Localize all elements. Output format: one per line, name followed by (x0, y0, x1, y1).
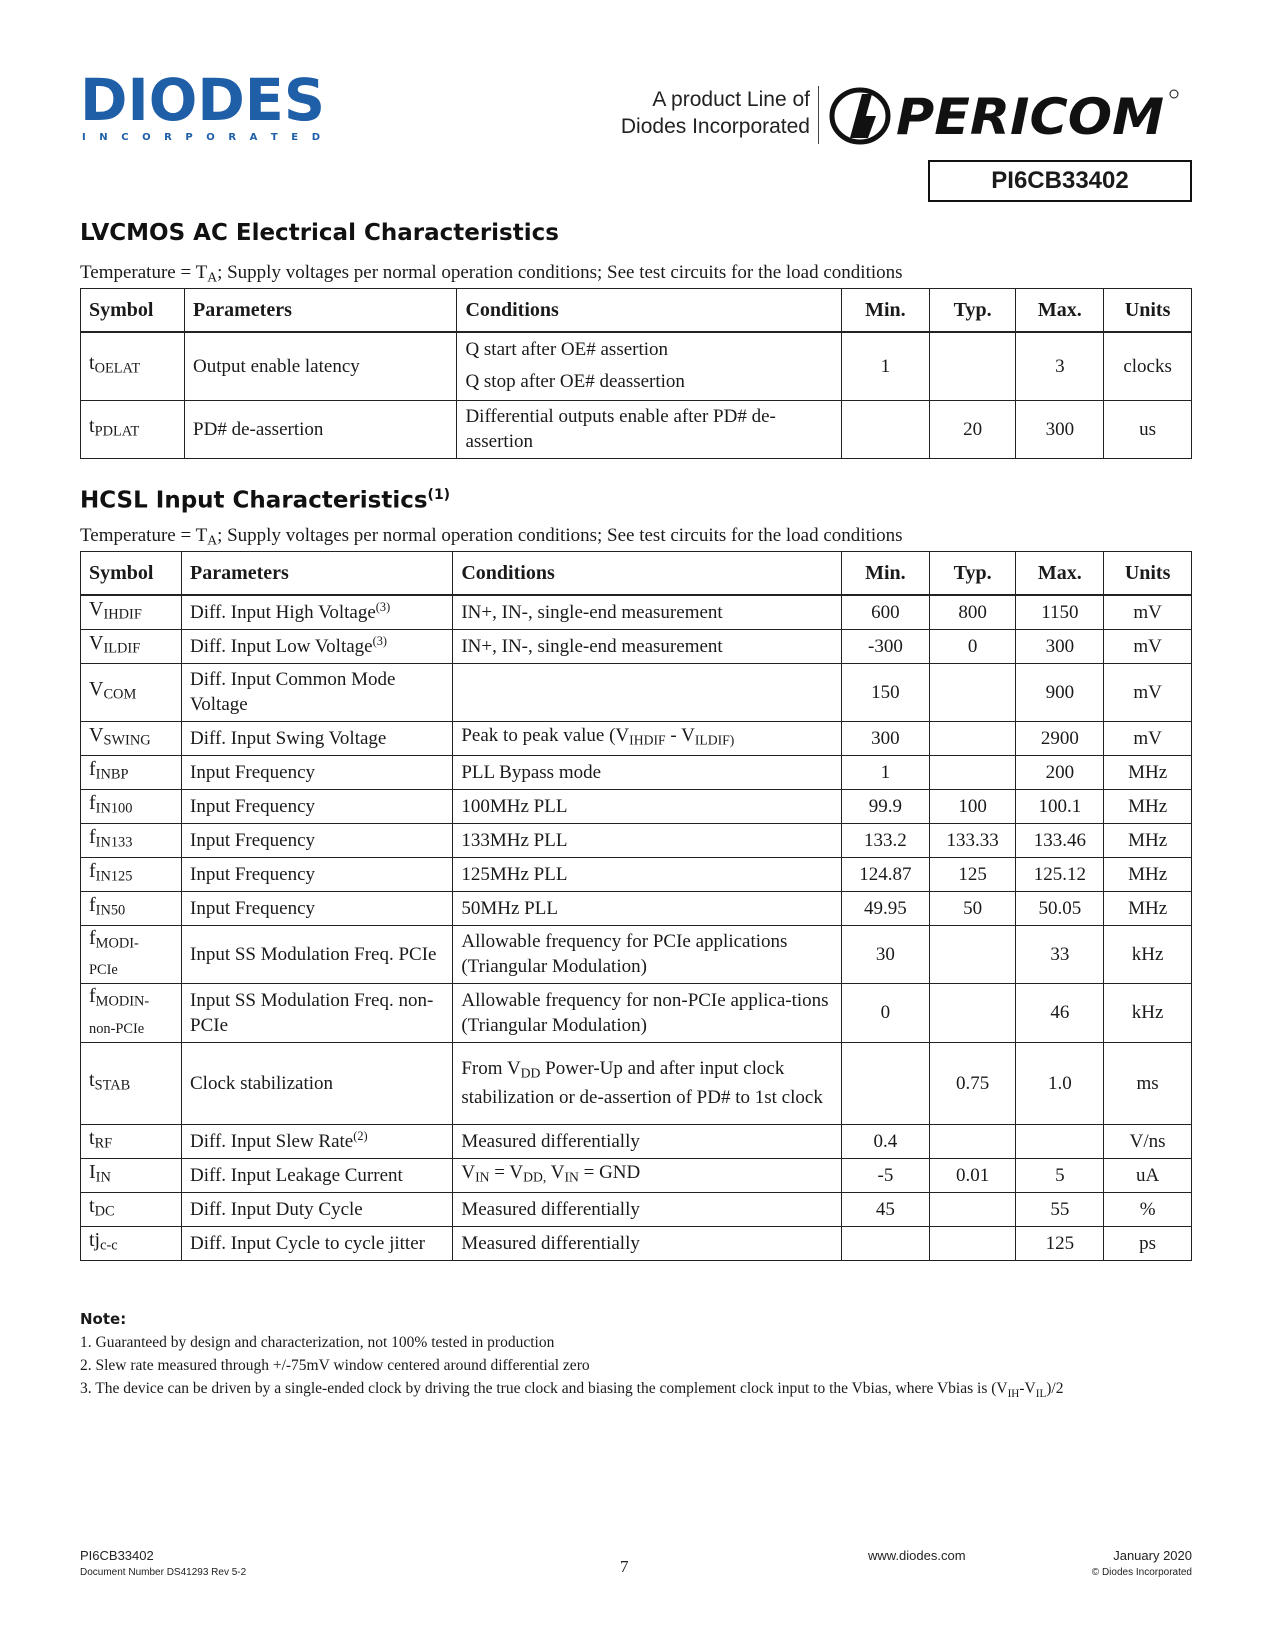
param-cell: Diff. Input Swing Voltage (182, 721, 453, 755)
note-3: 3. The device can be driven by a single-ended clock by driving the true clock and biasing the complement clock input to the Vbias, where Vbias is $(V_{IH}-V_{IL})/2$ (80, 1380, 1064, 1401)
min-cell (842, 1226, 930, 1260)
table-row (81, 925, 1192, 984)
pericom-logo-text: PERICOM (896, 88, 1164, 146)
param-cell: Diff. Input Common Mode Voltage (182, 663, 453, 721)
min-cell (842, 1042, 930, 1124)
lvcmos-temp-note: Temperature = $T_A$; Supply voltages per normal operation conditions; See test circuits for the load conditions (80, 262, 903, 285)
table-row (81, 629, 1192, 663)
table-row (81, 789, 1192, 823)
max-cell: 900 (1016, 663, 1104, 721)
typ-cell (929, 1192, 1016, 1226)
symbol-cell: $f_{IN50}$ (81, 891, 182, 925)
units-cell: kHz (1104, 984, 1192, 1043)
col-header: Typ. (929, 552, 1016, 596)
max-cell: 100.1 (1016, 789, 1104, 823)
symbol-cell: $f_{MODI-}$ PCIe (81, 925, 182, 984)
symbol-cell: $t_{DC}$ (81, 1192, 182, 1226)
cond-cell: 100MHz PLL (453, 789, 842, 823)
cond-cell: Measured differentially (453, 1192, 842, 1226)
param-cell: Diff. Input Low Voltage$^{(3)}$ (182, 629, 453, 663)
min-cell: 0.4 (842, 1124, 930, 1158)
units-cell: ms (1104, 1042, 1192, 1124)
units-cell: mV (1104, 721, 1192, 755)
symbol-cell: $f_{IN100}$ (81, 789, 182, 823)
cond-cell: 50MHz PLL (453, 891, 842, 925)
table-row (81, 1124, 1192, 1158)
table-row (81, 721, 1192, 755)
col-header: Min. (842, 552, 930, 596)
typ-cell (929, 925, 1016, 984)
max-cell: 125.12 (1016, 857, 1104, 891)
units-cell: ps (1104, 1226, 1192, 1260)
diodes-logo-text: DIODES (80, 72, 325, 134)
cond-cell: Differential outputs enable after PD# de- assertion (457, 400, 842, 458)
units-cell: V/ns (1104, 1124, 1192, 1158)
part-number-box: PI6CB33402 (928, 160, 1192, 202)
symbol-cell: $I_{IN}$ (81, 1158, 182, 1192)
cond-cell (453, 663, 842, 721)
table-row (81, 1158, 1192, 1192)
min-cell: -5 (842, 1158, 930, 1192)
param-cell: Input Frequency (182, 789, 453, 823)
units-cell: MHz (1104, 789, 1192, 823)
table-row (81, 1042, 1192, 1124)
max-cell (1016, 1124, 1104, 1158)
table-row (81, 400, 1192, 458)
param-cell: Diff. Input Cycle to cycle jitter (182, 1226, 453, 1260)
header-divider (818, 86, 819, 144)
typ-cell (929, 663, 1016, 721)
registered-icon (1170, 90, 1178, 98)
typ-cell (929, 332, 1016, 400)
col-header: Symbol (81, 552, 182, 596)
typ-cell: 800 (929, 595, 1016, 629)
max-cell: 133.46 (1016, 823, 1104, 857)
param-cell: Input Frequency (182, 857, 453, 891)
notes-title: Note: (80, 1310, 127, 1328)
symbol-cell: $f_{MODIN-}$ non-PCIe (81, 984, 182, 1043)
table-row (81, 755, 1192, 789)
max-cell: 125 (1016, 1226, 1104, 1260)
tagline-line2: Diodes Incorporated (620, 115, 810, 138)
hcsl-title: HCSL Input Characteristics$^{(1)}$ (80, 487, 451, 514)
max-cell: 2900 (1016, 721, 1104, 755)
symbol-cell: $V_{SWING}$ (81, 721, 182, 755)
cond-cell: Peak to peak value ($V_{IHDIF} - V_{ILDIF)}$ (453, 721, 842, 755)
max-cell: 33 (1016, 925, 1104, 984)
hcsl-table (80, 551, 1192, 1261)
footer-copyright: © Diodes Incorporated (1091, 1567, 1192, 1578)
page-number: 7 (620, 1557, 629, 1576)
min-cell: 1 (842, 755, 930, 789)
param-cell: Clock stabilization (182, 1042, 453, 1124)
symbol-cell: $f_{INBP}$ (81, 755, 182, 789)
min-cell: 99.9 (842, 789, 930, 823)
min-cell: 30 (842, 925, 930, 984)
cond-cell: Allowable frequency for non-PCIe applica-tions (Triangular Modulation) (453, 984, 842, 1043)
units-cell: kHz (1104, 925, 1192, 984)
table-row (81, 663, 1192, 721)
table-row (81, 1226, 1192, 1260)
typ-cell: 20 (929, 400, 1016, 458)
max-cell: 200 (1016, 755, 1104, 789)
param-cell: Input Frequency (182, 891, 453, 925)
typ-cell: 133.33 (929, 823, 1016, 857)
cond-cell: From $V_{DD}$ Power-Up and after input clock stabilization or de-assertion of PD# to 1st clock (453, 1042, 842, 1124)
table-header-row (81, 289, 1192, 333)
col-header: Typ. (929, 289, 1016, 333)
symbol-cell: $V_{COM}$ (81, 663, 182, 721)
table-header-row (81, 552, 1192, 596)
footer-website[interactable]: www.diodes.com (868, 1548, 966, 1563)
min-cell: 150 (842, 663, 930, 721)
min-cell: 600 (842, 595, 930, 629)
min-cell: 300 (842, 721, 930, 755)
table-row (81, 823, 1192, 857)
param-cell: Input Frequency (182, 823, 453, 857)
min-cell: 133.2 (842, 823, 930, 857)
footer-part: PI6CB33402 (80, 1548, 154, 1563)
param-cell: Diff. Input Duty Cycle (182, 1192, 453, 1226)
pericom-logo (828, 80, 1198, 150)
param-cell: Input SS Modulation Freq. non-PCIe (182, 984, 453, 1043)
diodes-logo (80, 72, 340, 146)
min-cell: 0 (842, 984, 930, 1043)
cond-cell: Measured differentially (453, 1124, 842, 1158)
max-cell: 55 (1016, 1192, 1104, 1226)
lvcmos-title: LVCMOS AC Electrical Characteristics (80, 220, 559, 246)
symbol-cell: $t_{STAB}$ (81, 1042, 182, 1124)
symbol-cell: $tj_{c-c}$ (81, 1226, 182, 1260)
note-1: 1. Guaranteed by design and characterization, not 100% tested in production (80, 1334, 555, 1351)
col-header: Units (1104, 552, 1192, 596)
param-cell: PD# de-assertion (185, 400, 457, 458)
pericom-tagline (600, 86, 810, 140)
cond-cell: Q start after OE# assertion Q stop after OE# deassertion (457, 332, 842, 400)
col-header: Conditions (457, 289, 842, 333)
units-cell: clocks (1104, 332, 1192, 400)
max-cell: 46 (1016, 984, 1104, 1043)
symbol-cell: $t_{PDLAT}$ (81, 400, 185, 458)
min-cell: 1 (842, 332, 930, 400)
col-header: Max. (1016, 289, 1104, 333)
symbol-cell: $t_{RF}$ (81, 1124, 182, 1158)
max-cell: 3 (1016, 332, 1104, 400)
cond-cell: Allowable frequency for PCIe applications (Triangular Modulation) (453, 925, 842, 984)
typ-cell (929, 755, 1016, 789)
typ-cell (929, 984, 1016, 1043)
max-cell: 5 (1016, 1158, 1104, 1192)
min-cell: 45 (842, 1192, 930, 1226)
cond-cell: $V_{IN} = V_{DD,}$ $V_{IN}$ = GND (453, 1158, 842, 1192)
tagline-line1: A product Line of (652, 88, 810, 111)
param-cell: Diff. Input High Voltage$^{(3)}$ (182, 595, 453, 629)
cond-cell: PLL Bypass mode (453, 755, 842, 789)
min-cell: 124.87 (842, 857, 930, 891)
col-header: Min. (842, 289, 930, 333)
footer-date: January 2020 (1113, 1548, 1192, 1563)
col-header: Symbol (81, 289, 185, 333)
typ-cell (929, 1124, 1016, 1158)
col-header: Parameters (182, 552, 453, 596)
notes (80, 1308, 1063, 1406)
col-header: Max. (1016, 552, 1104, 596)
min-cell: 49.95 (842, 891, 930, 925)
symbol-cell: $V_{ILDIF}$ (81, 629, 182, 663)
table-row (81, 891, 1192, 925)
col-header: Conditions (453, 552, 842, 596)
table-row (81, 332, 1192, 400)
units-cell: MHz (1104, 891, 1192, 925)
min-cell (842, 400, 930, 458)
max-cell: 50.05 (1016, 891, 1104, 925)
units-cell: mV (1104, 663, 1192, 721)
cond-cell: IN+, IN-, single-end measurement (453, 595, 842, 629)
cond-cell: Measured differentially (453, 1226, 842, 1260)
symbol-cell: $t_{OELAT}$ (81, 332, 185, 400)
typ-cell: 125 (929, 857, 1016, 891)
param-cell: Input SS Modulation Freq. PCIe (182, 925, 453, 984)
units-cell: MHz (1104, 755, 1192, 789)
typ-cell: 50 (929, 891, 1016, 925)
param-cell: Output enable latency (185, 332, 457, 400)
param-cell: Input Frequency (182, 755, 453, 789)
param-cell: Diff. Input Slew Rate$^{(2)}$ (182, 1124, 453, 1158)
max-cell: 1150 (1016, 595, 1104, 629)
table-row (81, 1192, 1192, 1226)
units-cell: MHz (1104, 823, 1192, 857)
units-cell: mV (1104, 595, 1192, 629)
symbol-cell: $f_{IN133}$ (81, 823, 182, 857)
units-cell: % (1104, 1192, 1192, 1226)
note-2: 2. Slew rate measured through +/-75mV window centered around differential zero (80, 1357, 590, 1374)
max-cell: 300 (1016, 400, 1104, 458)
min-cell: -300 (842, 629, 930, 663)
pericom-emblem-icon (832, 90, 888, 142)
lvcmos-table (80, 288, 1192, 459)
table-row (81, 595, 1192, 629)
typ-cell: 100 (929, 789, 1016, 823)
max-cell: 300 (1016, 629, 1104, 663)
units-cell: mV (1104, 629, 1192, 663)
typ-cell: 0.01 (929, 1158, 1016, 1192)
units-cell: us (1104, 400, 1192, 458)
cond-cell: IN+, IN-, single-end measurement (453, 629, 842, 663)
symbol-cell: $V_{IHDIF}$ (81, 595, 182, 629)
typ-cell (929, 721, 1016, 755)
units-cell: MHz (1104, 857, 1192, 891)
table-row (81, 984, 1192, 1043)
footer-doc-number: Document Number DS41293 Rev 5-2 (80, 1567, 247, 1578)
units-cell: uA (1104, 1158, 1192, 1192)
typ-cell (929, 1226, 1016, 1260)
param-cell: Diff. Input Leakage Current (182, 1158, 453, 1192)
col-header: Parameters (185, 289, 457, 333)
table-row (81, 857, 1192, 891)
symbol-cell: $f_{IN125}$ (81, 857, 182, 891)
max-cell: 1.0 (1016, 1042, 1104, 1124)
cond-cell: 125MHz PLL (453, 857, 842, 891)
typ-cell: 0.75 (929, 1042, 1016, 1124)
typ-cell: 0 (929, 629, 1016, 663)
cond-cell: 133MHz PLL (453, 823, 842, 857)
diodes-logo-subtext: I N C O R P O R A T E D (82, 132, 320, 143)
hcsl-temp-note: Temperature = $T_A$; Supply voltages per normal operation conditions; See test circuits for the load conditions (80, 525, 903, 548)
col-header: Units (1104, 289, 1192, 333)
